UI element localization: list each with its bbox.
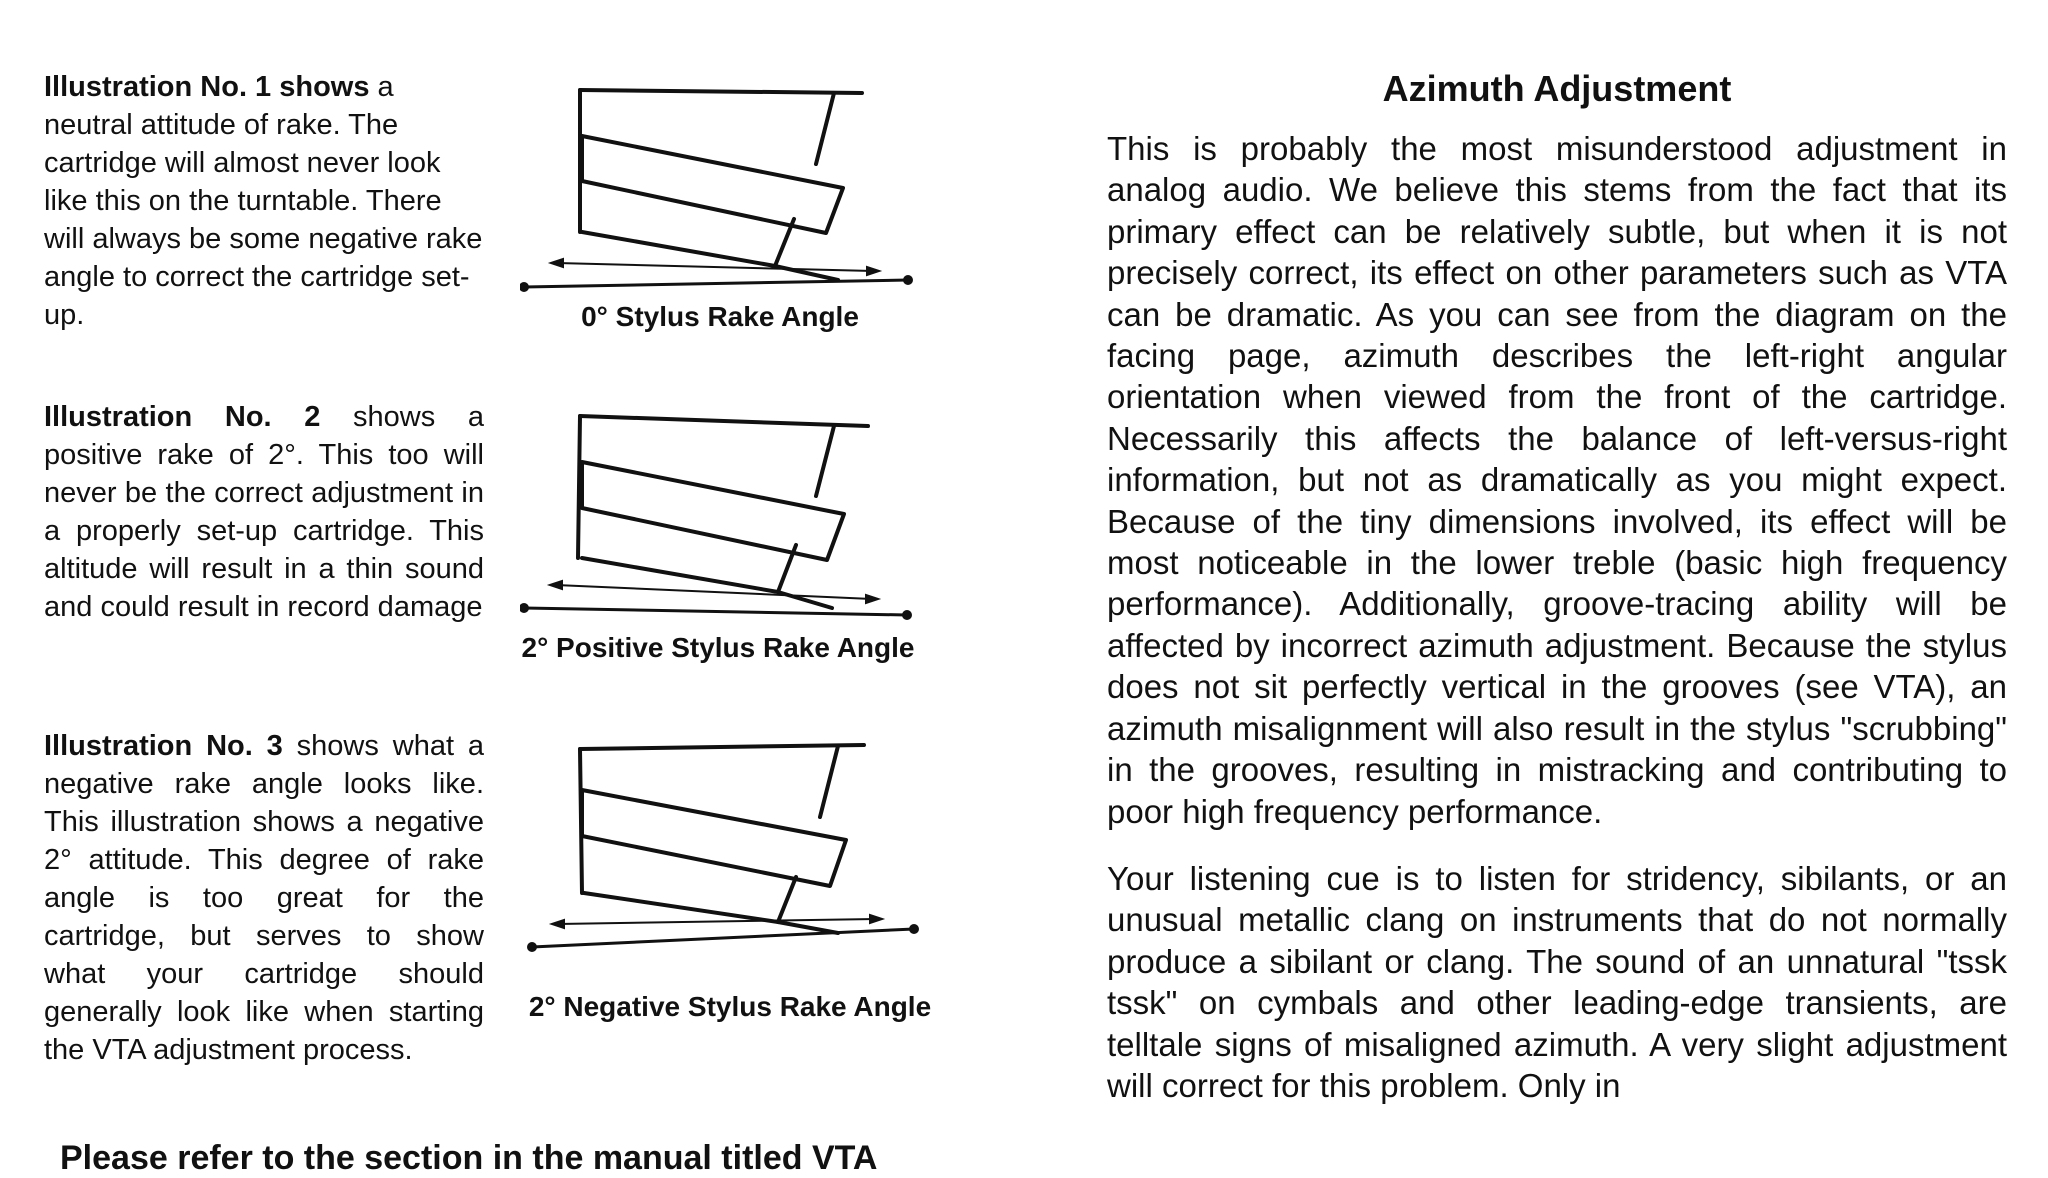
vta-reference-note: Please refer to the section in the manual titled VTA (60, 1139, 878, 1177)
rake-diagram-neutral (520, 80, 920, 300)
caption-negative-rake: 2° Negative Stylus Rake Angle (528, 991, 932, 1022)
illustration-2-body: shows a positive rake of 2°. This too will never be the correct adjustment in a properly set-up cartridge. This altitude will result in a thin sound and could result in record damage (44, 401, 484, 623)
illustration-1-text (44, 68, 484, 334)
caption-neutral-rake: 0° Stylus Rake Angle (581, 301, 859, 332)
illustration-1-lead: Illustration No. 1 shows (44, 71, 370, 103)
illustration-1-body: a neutral attitude of rake. The cartridge will almost never look like this on the turntable. There will always be some negative rake angle to correct the cartridge set-up. (44, 71, 483, 331)
azimuth-paragraph-2: Your listening cue is to listen for stridency, sibilants, or an unusual metallic clang on instruments that do not normally produce a sibilant or clang. The sound of an unnatural "tssk tssk" on cymbals and other leading-edge transients, are telltale signs of misaligned azimuth. A very slight adjustment will correct for this problem. Only in (1107, 859, 2007, 1104)
illustration-3-body: shows what a negative rake angle looks like. This illustration shows a negative 2° attitude. This degree of rake angle is too great for the cartridge, but serves to show what your cartridge should generally look like when starting the VTA adjustment process. (44, 730, 484, 1066)
azimuth-paragraph-1: This is probably the most misunderstood adjustment in analog audio. We believe this stems from the fact that its primary effect can be relatively subtle, but when it is not precisely correct, its effect on other parameters such as VTA can be dramatic. As you can see from the diagram on the facing page, azimuth describes the left-right angular orientation when viewed from the front of the cartridge. Necessarily this affects the balance of left-versus-right information, but not as dramatically as you might expect. Because of the tiny dimensions involved, its effect will be most noticeable in the lower treble (basic high frequency performance). Additionally, groove-tracing ability will be affected by incorrect azimuth adjustment. Because the stylus does not sit perfectly vertical in the grooves (see VTA), an azimuth misalignment will also result in the stylus "scrubbing" in the grooves, resulting in mistracking and contributing to poor high frequency performance. (1107, 130, 2007, 830)
illustration-3-text (44, 727, 484, 1069)
illustration-2-text (44, 398, 484, 626)
azimuth-section (1107, 64, 2007, 1132)
illustration-2-lead: Illustration No. 2 (44, 401, 321, 433)
caption-positive-rake: 2° Positive Stylus Rake Angle (521, 632, 915, 663)
illustration-3-lead: Illustration No. 3 (44, 730, 283, 762)
section-title: Azimuth Adjustment (1382, 68, 1732, 109)
rake-diagram-positive (520, 410, 920, 630)
rake-diagram-negative (520, 740, 920, 960)
